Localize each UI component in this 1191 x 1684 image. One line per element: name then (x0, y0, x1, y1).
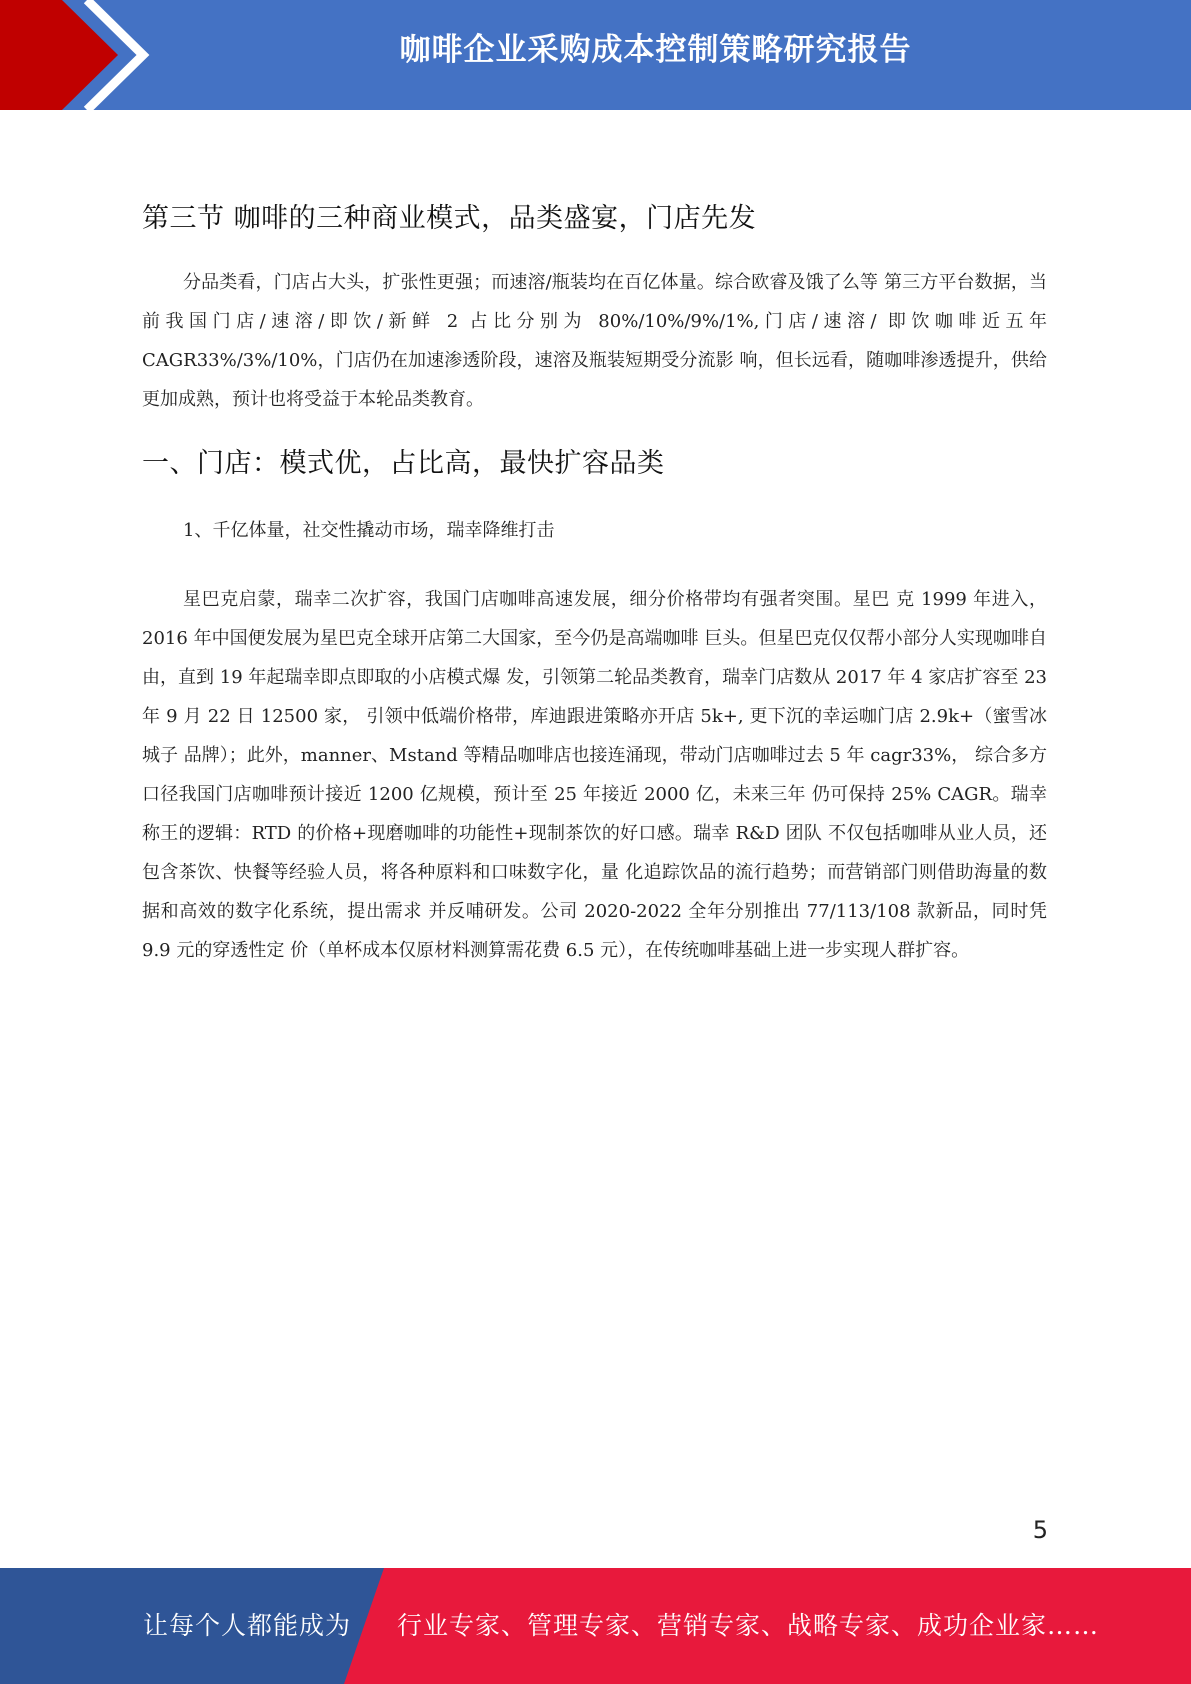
footer-slogan-right: 行业专家、管理专家、营销专家、战略专家、成功企业家…… (397, 1611, 1100, 1640)
main-content (142, 196, 1047, 992)
section-intro-paragraph: 分品类看，门店占大头，扩张性更强；而速溶/瓶装均在百亿体量。综合欧睿及饿了么等 第三方平台数据，当前我国门店/速溶/即饮/新鲜 2 占比分别为 80%/10%/9%/1%,门店/速溶/ 即饮咖啡近五年 CAGR33%/3%/10%，门店仍在加速渗透阶段，速溶及瓶装短期受分流影 响，但长远看，随咖啡渗透提升，供给更加成熟，预计也将受益于本轮品类教育。 (142, 272, 1047, 410)
footer-slogan-left: 让每个人都能成为 (143, 1611, 352, 1640)
footer-banner (0, 1568, 1191, 1684)
header-bar (0, 0, 1191, 110)
subsection-heading: 1、千亿体量，社交性撬动市场，瑞幸降维打击 (183, 520, 555, 541)
subsection-body-paragraph: 星巴克启蒙，瑞幸二次扩容，我国门店咖啡高速发展，细分价格带均有强者突围。星巴 克 1999 年进入，2016 年中国便发展为星巴克全球开店第二大国家，至今仍是高端咖啡 巨头。但星巴克仅仅帮小部分人实现咖啡自由，直到 19 年起瑞幸即点即取的小店模式爆 发，引领第二轮品类教育，瑞幸门店数从 2017 年 4 家店扩容至 23 年 9 月 22 日 12500 家， 引领中低端价格带，库迪跟进策略亦开店 5k+, 更下沉的幸运咖门店 2.9k+（蜜雪冰城子 品牌）；此外，manner、Mstand 等精品咖啡店也接连涌现，带动门店咖啡过去 5 年 cagr33%， 综合多方口径我国门店咖啡预计接近 1200 亿规模，预计至 25 年接近 2000 亿，未来三年 仍可保持 25% CAGR。瑞幸称王的逻辑：RTD 的价格+现磨咖啡的功能性+现制茶饮的好口感。瑞幸 R&D 团队 不仅包括咖啡从业人员，还包含茶饮、快餐等经验人员，将各种原料和口味数字化，量 化追踪饮品的流行趋势；而营销部门则借助海量的数据和高效的数字化系统，提出需求 并反哺研发。公司 2020-2022 全年分别推出 77/113/108 款新品，同时凭 9.9 元的穿透性定 价（单杯成本仅原材料测算需花费 6.5 元），在传统咖啡基础上进一步实现人群扩容。 (142, 589, 1047, 961)
header-arrow-decoration (0, 0, 160, 110)
section-title: 第三节 咖啡的三种商业模式，品类盛宴，门店先发 (142, 203, 757, 234)
report-title: 咖啡企业采购成本控制策略研究报告 (399, 32, 912, 68)
subsection-title: 一、门店：模式优，占比高，最快扩容品类 (142, 448, 665, 479)
page-number: 5 (1032, 1516, 1048, 1544)
